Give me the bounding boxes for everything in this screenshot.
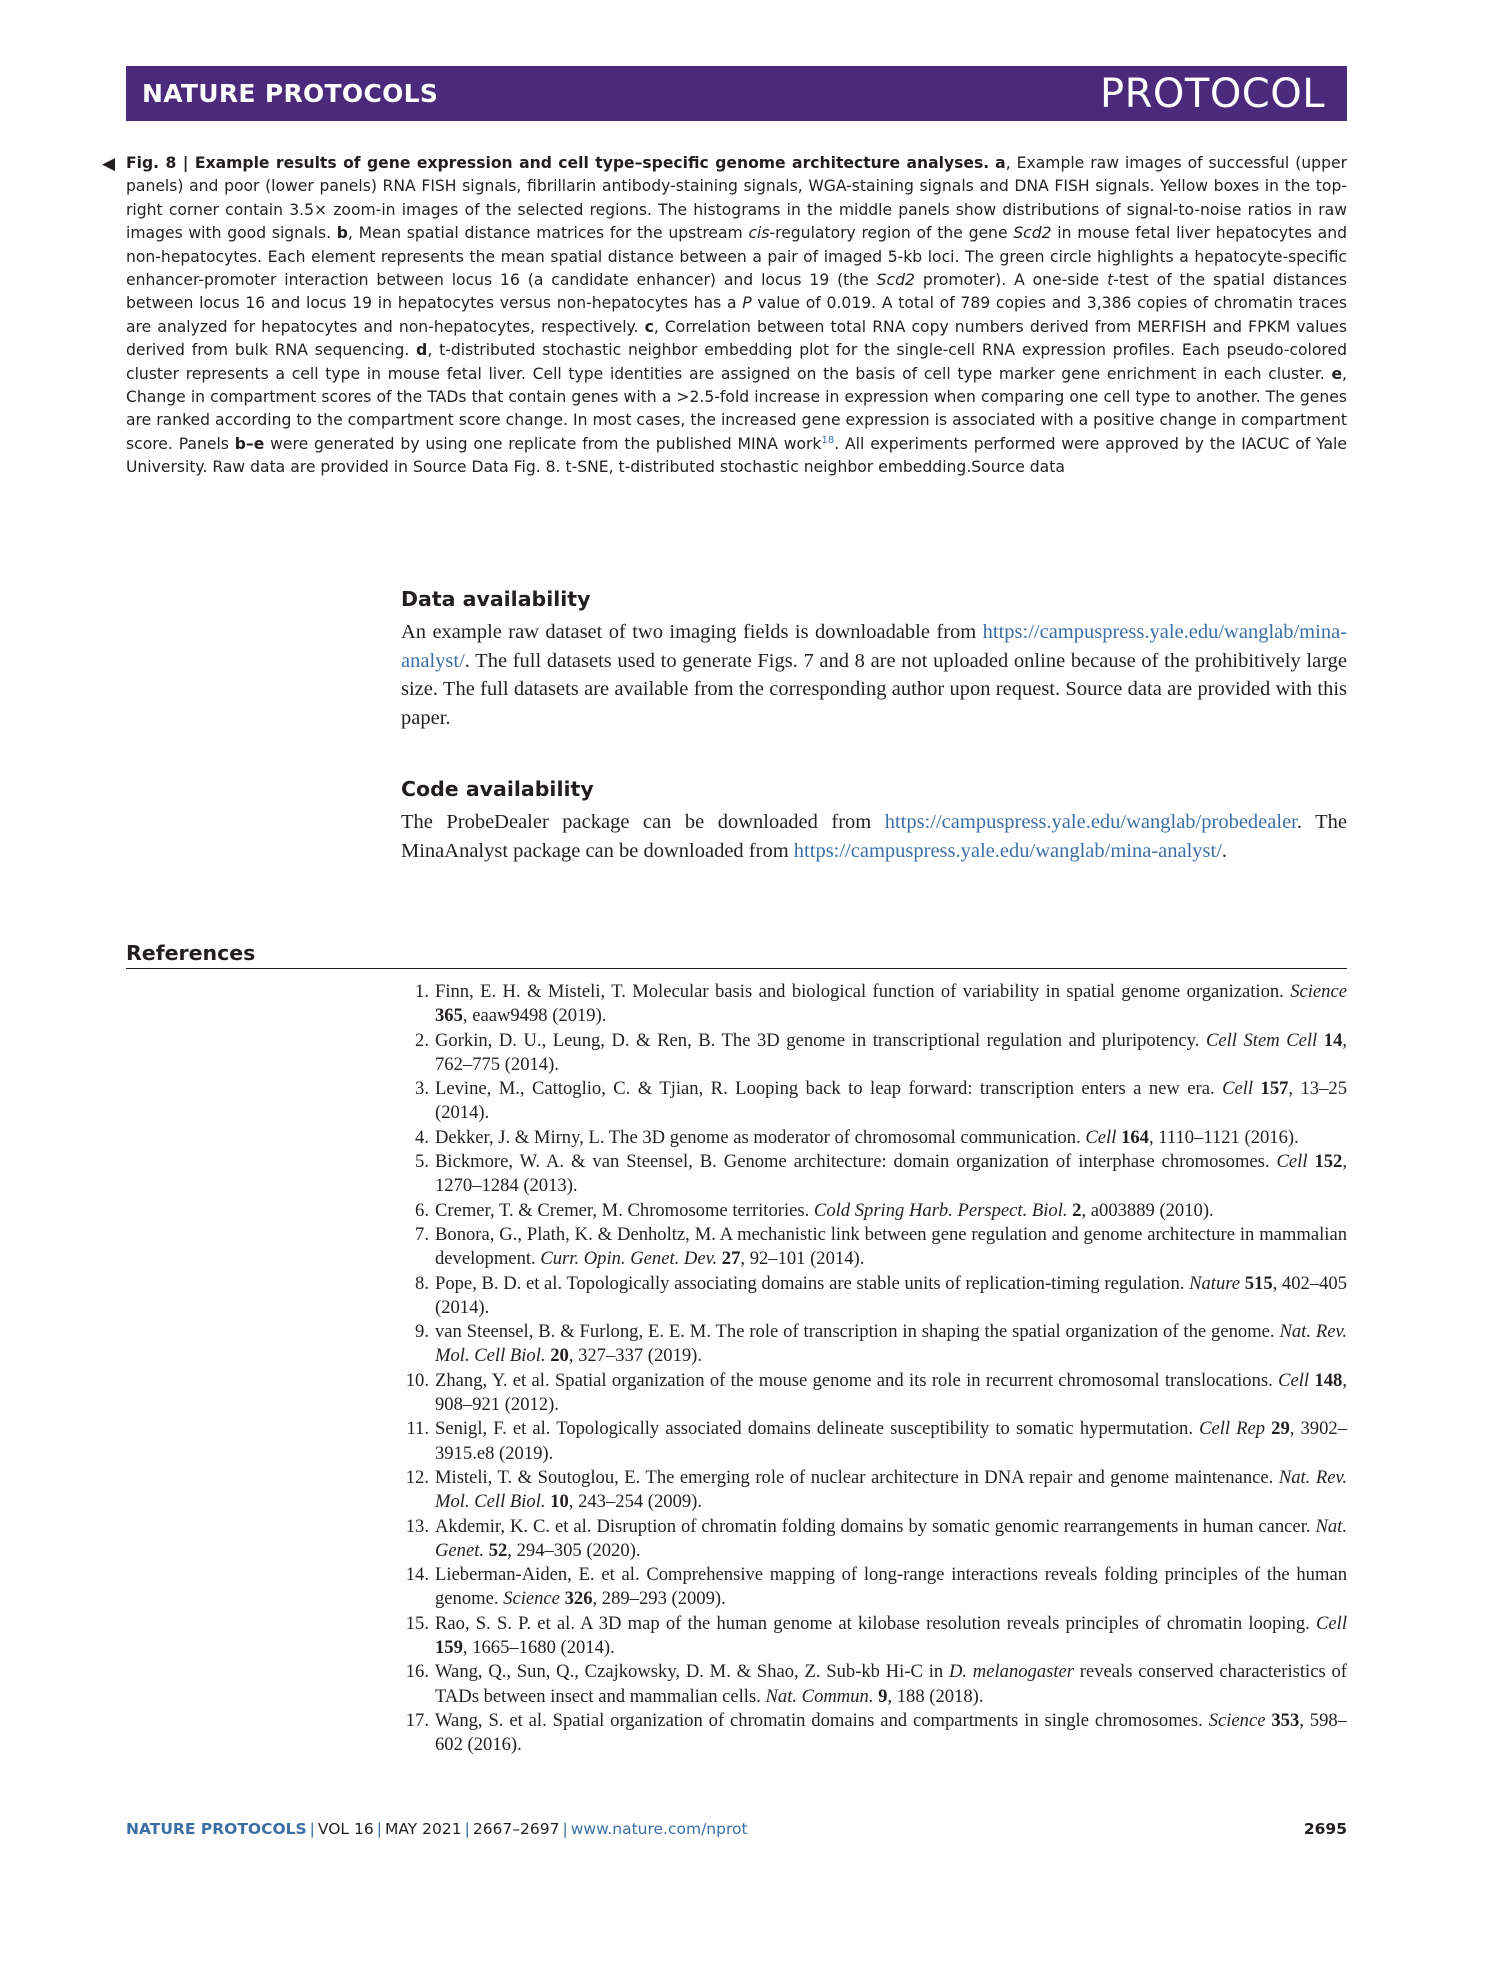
footer-volume: VOL 16	[317, 1820, 374, 1838]
panel-d-label: d	[416, 341, 428, 360]
panel-c-text: , Correlation between total RNA copy numbers derived from MERFISH and FPKM values derived from bulk RNA sequencing.	[126, 317, 1348, 360]
caption-arrow-icon[interactable]: ◀	[102, 154, 116, 174]
footer-citation: NATURE PROTOCOLS | VOL 16 | MAY 2021 | 2667–2697 | www.nature.com/nprot	[126, 1820, 748, 1838]
journal-title: Science	[503, 1588, 560, 1610]
code-availability-section	[401, 776, 1347, 865]
code-availability-text: The ProbeDealer package can be downloaded from https://campuspress.yale.edu/wanglab/probedealer. The MinaAnalyst package can be downloaded from https://campuspress.yale.edu/wanglab/mina-analyst/.	[401, 811, 1347, 862]
volume-number: 164	[1121, 1126, 1149, 1148]
reference-item: 10. Zhang, Y. et al. Spatial organization of the mouse genome and its role in recurrent chromosomal translocations. Cell 148, 908–921 (2012).	[401, 1369, 1347, 1418]
figure-caption	[102, 152, 1348, 480]
reference-number: 12.	[405, 1466, 429, 1488]
journal-title: Nat. Rev. Mol. Cell Biol.	[435, 1321, 1347, 1367]
panel-a-label: a	[995, 154, 1006, 172]
volume-number: 515	[1244, 1272, 1273, 1294]
reference-item: 9. van Steensel, B. & Furlong, E. E. M. The role of transcription in shaping the spatial organization of the genome. Nat. Rev. Mol. Cell Biol. 20, 327–337 (2019).	[401, 1320, 1347, 1369]
volume-number: 10	[550, 1491, 569, 1513]
footer-journal: NATURE PROTOCOLS	[126, 1820, 307, 1838]
reference-number: 7.	[415, 1223, 429, 1245]
reference-item: 15. Rao, S. S. P. et al. A 3D map of the human genome at kilobase resolution reveals principles of chromatin looping. Cell 159, 1665–1680 (2014).	[401, 1612, 1347, 1661]
panel-b-label: b	[336, 224, 348, 243]
journal-title: Science	[1208, 1709, 1266, 1731]
journal-title: Cell	[1316, 1612, 1347, 1634]
volume-number: 27	[721, 1248, 741, 1270]
mina-analyst-link[interactable]: https://campuspress.yale.edu/wanglab/mina-analyst/	[793, 839, 1222, 862]
panel-b-text: -test of the spatial distances between locus 16 and locus 19 in hepatocytes versus non-hepatocytes has a	[126, 271, 1347, 313]
panel-a-text: , Example raw images of successful (upper panels) and poor (lower panels) RNA FISH signals, fibrillarin antibody-staining signals, WGA-staining signals and DNA FISH signals. Yellow boxes in the top-right corner contain 3.5× zoom-in images of the selected regions. The histograms in the middle panels show distributions of signal-to-noise ratios in raw images with good signals.	[126, 154, 1347, 243]
reference-item: 13. Akdemir, K. C. et al. Disruption of chromatin folding domains by somatic genomic rearrangements in human cancer. Nat. Genet. 52, 294–305 (2020).	[401, 1515, 1347, 1564]
cis-term: cis	[748, 224, 770, 243]
panel-d-text: , t-distributed stochastic neighbor embedding plot for the single-cell RNA expression profiles. Each pseudo-colored cluster represents a cell type in mouse fetal liver. Cell type identities are assigned on the basis of cell type marker gene enrichment in each cluster.	[126, 341, 1347, 383]
footer-date: MAY 2021	[384, 1820, 462, 1838]
volume-number: 29	[1271, 1418, 1290, 1440]
reference-item: 14. Lieberman-Aiden, E. et al. Comprehensive mapping of long-range interactions reveals folding principles of the human genome. Science 326, 289–293 (2009).	[401, 1563, 1347, 1612]
panel-e-text: , Change in compartment scores of the TADs that contain genes with a >2.5-fold increase in expression when comparing one cell type to another. The genes are ranked according to the compartment score change. In most cases, the increased gene expression is associated with a positive change in compartment score. Panels	[126, 364, 1347, 453]
data-availability-section	[401, 586, 1347, 732]
probedealer-link[interactable]: https://campuspress.yale.edu/wanglab/probedealer	[884, 811, 1297, 833]
reference-number: 9.	[415, 1321, 429, 1343]
reference-number: 10.	[405, 1369, 429, 1391]
reference-item: 5. Bickmore, W. A. & van Steensel, B. Genome architecture: domain organization of interphase chromosomes. Cell 152, 1270–1284 (2013).	[401, 1150, 1347, 1199]
volume-number: 20	[550, 1345, 569, 1367]
reference-number: 4.	[415, 1126, 429, 1148]
reference-item: 8. Pope, B. D. et al. Topologically associating domains are stable units of replication-timing regulation. Nature 515, 402–405 (2014).	[401, 1272, 1347, 1321]
volume-number: 148	[1314, 1369, 1343, 1391]
reference-number: 17.	[405, 1709, 429, 1731]
article-type: PROTOCOL	[1099, 70, 1325, 117]
t-test-symbol: t	[1107, 271, 1114, 290]
volume-number: 159	[435, 1637, 463, 1659]
journal-title: Cold Spring Harb. Perspect. Biol.	[813, 1199, 1068, 1221]
caption-title: Fig. 8 | Example results of gene expression and cell type–specific genome architecture analyses.	[126, 154, 990, 172]
journal-title: Cell	[1276, 1151, 1308, 1173]
volume-number: 152	[1314, 1151, 1343, 1173]
footer-pages: 2667–2697	[472, 1820, 560, 1838]
gene-name: Scd2	[876, 271, 915, 290]
page-number: 2695	[1303, 1820, 1347, 1838]
caption-tail: were generated by using one replicate from the published MINA work	[264, 434, 822, 453]
reference-item: 7. Bonora, G., Plath, K. & Denholtz, M. A mechanistic link between gene regulation and genome architecture in mammalian development. Curr. Opin. Genet. Dev. 27, 92–101 (2014).	[401, 1223, 1347, 1272]
panel-b-text: , Mean spatial distance matrices for the upstream	[347, 224, 749, 243]
reference-item: 2. Gorkin, D. U., Leung, D. & Ren, B. The 3D genome in transcriptional regulation and pluripotency. Cell Stem Cell 14, 762–775 (2014).	[401, 1029, 1347, 1078]
caption-tail: . All experiments performed were approved by the IACUC of Yale University. Raw data are provided in Source Data Fig. 8. t-SNE, t-distributed stochastic neighbor embedding.Source data	[126, 434, 1347, 477]
panel-b-text: -regulatory region of the gene	[769, 224, 1014, 243]
reference-number: 16.	[405, 1661, 429, 1683]
species-name: D. melanogaster	[948, 1661, 1075, 1683]
reference-item: 6. Cremer, T. & Cremer, M. Chromosome territories. Cold Spring Harb. Perspect. Biol. 2, a003889 (2010).	[401, 1199, 1347, 1223]
reference-number: 1.	[415, 981, 429, 1002]
reference-number: 3.	[415, 1078, 429, 1100]
volume-number: 2	[1072, 1199, 1082, 1221]
reference-number: 6.	[415, 1199, 429, 1221]
reference-item: 4. Dekker, J. & Mirny, L. The 3D genome as moderator of chromosomal communication. Cell 164, 1110–1121 (2016).	[401, 1126, 1347, 1150]
reference-item: 1. Finn, E. H. & Misteli, T. Molecular basis and biological function of variability in spatial genome organization. Science 365, eaaw9498 (2019).	[401, 980, 1347, 1029]
journal-title: Cell	[1085, 1126, 1117, 1148]
panel-c-label: c	[644, 317, 654, 336]
data-availability-text: An example raw dataset of two imaging fields is downloadable from https://campuspress.yale.edu/wanglab/mina-analyst/. The full datasets used to generate Figs. 7 and 8 are not uploaded online because of the prohibitively large size. The full datasets are available from the corresponding author upon request. Source data are provided with this paper.	[401, 621, 1347, 729]
reference-link[interactable]: 18	[821, 434, 835, 446]
reference-number: 11.	[406, 1418, 429, 1440]
journal-title: Cell	[1222, 1078, 1254, 1100]
reference-number: 5.	[415, 1151, 429, 1173]
reference-item: 3. Levine, M., Cattoglio, C. & Tjian, R. Looping back to leap forward: transcription enters a new era. Cell 157, 13–25 (2014).	[401, 1077, 1347, 1126]
journal-title: Nat. Genet.	[435, 1515, 1347, 1561]
volume-number: 157	[1260, 1078, 1289, 1100]
reference-list	[401, 980, 1347, 1758]
journal-title: Cell	[1278, 1369, 1310, 1391]
journal-title: Nature	[1189, 1272, 1241, 1294]
panel-b-text: in mouse fetal liver hepatocytes and non-hepatocytes. Each element represents the mean spatial distance between a pair of imaged 5-kb loci. The green circle highlights a hepatocyte-specific enhancer-promoter interaction between locus 16 (a candidate enhancer) and locus 19 (the	[126, 224, 1347, 290]
footer-url-link[interactable]: www.nature.com/nprot	[570, 1820, 748, 1838]
panel-e-label: e	[1331, 364, 1343, 383]
reference-item: 17. Wang, S. et al. Spatial organization of chromatin domains and compartments in single chromosomes. Science 353, 598–602 (2016).	[401, 1709, 1347, 1758]
volume-number: 14	[1323, 1029, 1343, 1051]
reference-number: 15.	[405, 1612, 429, 1634]
panel-b-text: value of 0.019. A total of 789 copies and 3,386 copies of chromatin traces are analyzed for hepatocytes and non-hepatocytes, respectively.	[126, 294, 1347, 336]
panel-b-text: promoter). A one-side	[914, 271, 1108, 290]
gene-name: Scd2	[1013, 224, 1052, 243]
reference-item: 11. Senigl, F. et al. Topologically associated domains delineate susceptibility to somatic hypermutation. Cell Rep 29, 3902–3915.e8 (2019).	[401, 1417, 1347, 1466]
mina-analyst-link[interactable]: https://campuspress.yale.edu/wanglab/mina-analyst/	[401, 621, 1347, 672]
panels-be-label: b–e	[234, 434, 265, 453]
p-value-symbol: P	[742, 294, 752, 313]
reference-number: 14.	[405, 1564, 429, 1586]
reference-number: 8.	[415, 1272, 429, 1294]
volume-number: 353	[1271, 1709, 1300, 1731]
volume-number: 365	[435, 1005, 463, 1027]
code-availability-heading: Code availability	[401, 777, 594, 801]
reference-number: 2.	[415, 1029, 429, 1051]
volume-number: 9	[878, 1685, 888, 1707]
references-heading: References	[126, 940, 1347, 969]
journal-title: Cell Rep	[1199, 1418, 1266, 1440]
journal-title: Curr. Opin. Genet. Dev.	[540, 1248, 718, 1270]
page-footer	[126, 1820, 1347, 1838]
journal-title: Cell Stem Cell	[1205, 1029, 1318, 1051]
reference-item: 16. Wang, Q., Sun, Q., Czajkowsky, D. M. & Shao, Z. Sub-kb Hi-C in D. melanogaster reveals conserved characteristics of TADs between insect and mammalian cells. Nat. Commun. 9, 188 (2018).	[401, 1660, 1347, 1709]
journal-name: NATURE PROTOCOLS	[142, 79, 439, 108]
data-availability-heading: Data availability	[401, 587, 591, 611]
reference-number: 13.	[405, 1515, 429, 1537]
reference-item: 12. Misteli, T. & Soutoglou, E. The emerging role of nuclear architecture in DNA repair and genome maintenance. Nat. Rev. Mol. Cell Biol. 10, 243–254 (2009).	[401, 1466, 1347, 1515]
journal-banner	[126, 66, 1347, 121]
journal-title: Science	[1290, 981, 1347, 1002]
volume-number: 326	[564, 1588, 593, 1610]
journal-title: Nat. Commun.	[765, 1685, 874, 1707]
volume-number: 52	[488, 1539, 508, 1561]
journal-title: Nat. Rev. Mol. Cell Biol.	[435, 1466, 1347, 1513]
